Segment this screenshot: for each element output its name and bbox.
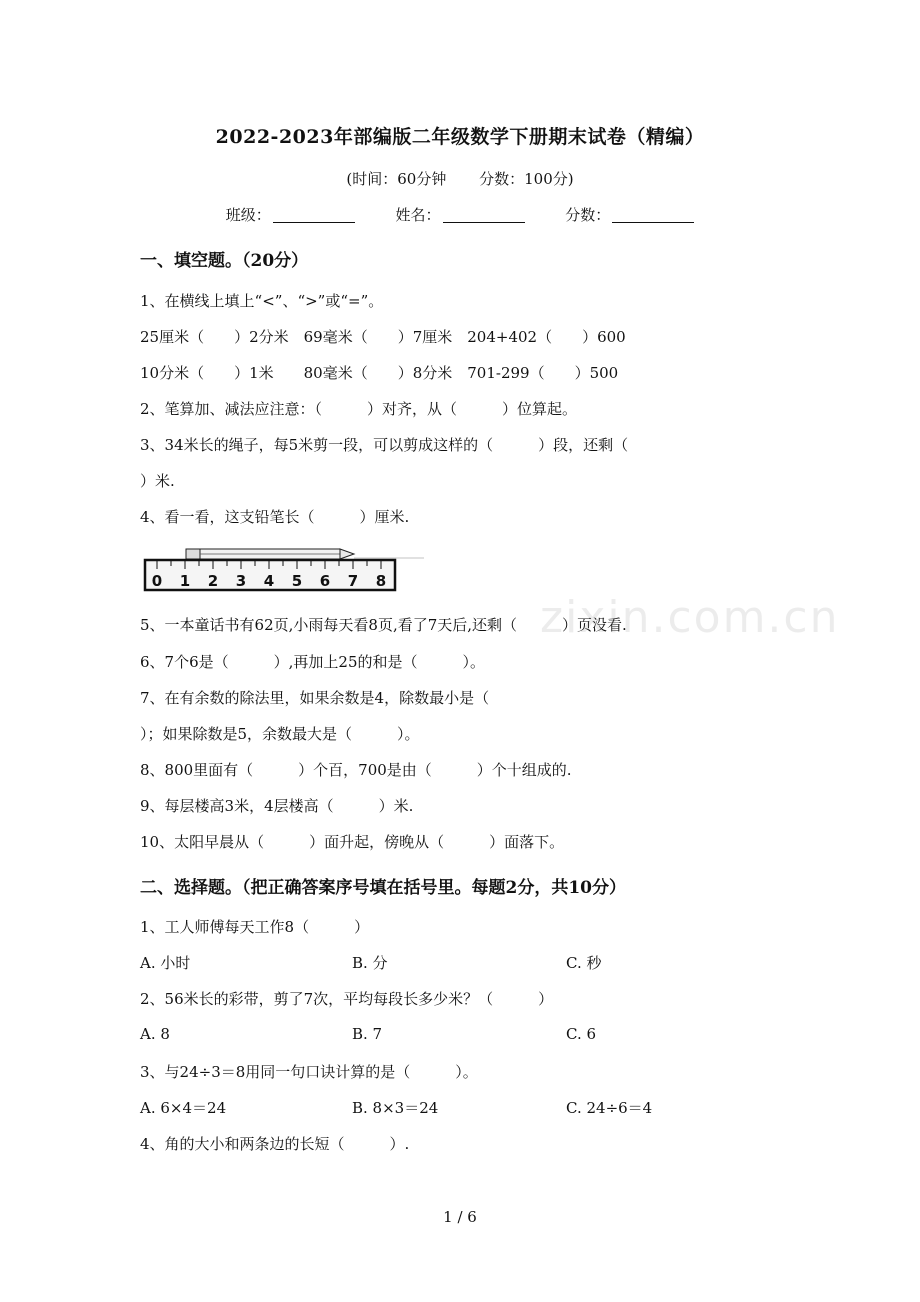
choice-question: 1、工人师傅每天工作8（ ） xyxy=(140,918,370,936)
score-blank[interactable] xyxy=(612,207,694,223)
question-line: 10、太阳早晨从（ ）面升起，傍晚从（ ）面落下。 xyxy=(140,833,565,851)
question-line: 2、笔算加、减法应注意：（ ）对齐，从（ ）位算起。 xyxy=(140,400,578,418)
exam-subtitle xyxy=(0,168,920,189)
student-info-row xyxy=(0,204,920,225)
question-line: 8、800里面有（ ）个百，700是由（ ）个十组成的. xyxy=(140,761,572,779)
ruler-label: 1 xyxy=(179,572,191,590)
option-b[interactable]: B. 8×3＝24 xyxy=(352,1099,439,1117)
class-field: 班级： xyxy=(226,204,355,225)
score-info: 分数：100分) xyxy=(479,170,574,188)
score-field: 分数： xyxy=(565,204,694,225)
ruler-label: 3 xyxy=(235,572,247,590)
question-line: 9、每层楼高3米，4层楼高（ ）米. xyxy=(140,797,414,815)
choice-question: 4、角的大小和两条边的长短（ ）. xyxy=(140,1135,410,1153)
choice-question: 2、56米长的彩带，剪了7次，平均每段长多少米？（ ） xyxy=(140,990,554,1008)
ruler-label: 8 xyxy=(375,572,387,590)
question-line: 4、看一看，这支铅笔长（ ）厘米. xyxy=(140,508,410,526)
section1-heading: 一、填空题。（20分） xyxy=(140,251,309,271)
watermark: zixin.com.cn xyxy=(540,592,840,643)
option-a[interactable]: A. 6×4＝24 xyxy=(140,1099,227,1117)
question-line: 5、一本童话书有62页,小雨每天看8页,看了7天后,还剩（ ）页没看. xyxy=(140,616,627,634)
name-blank[interactable] xyxy=(443,207,525,223)
ruler-label: 7 xyxy=(347,572,359,590)
question-line: 1、在横线上填上“<”、“>”或“=”。 xyxy=(140,292,384,310)
option-b[interactable]: B. 7 xyxy=(352,1025,383,1043)
pencil-ruler-svg xyxy=(140,546,430,592)
ruler-label: 2 xyxy=(207,572,219,590)
option-a[interactable]: A. 小时 xyxy=(140,954,191,972)
question-line: ）；如果除数是5，余数最大是（ ）。 xyxy=(140,725,420,743)
class-blank[interactable] xyxy=(273,207,355,223)
option-c[interactable]: C. 24÷6＝4 xyxy=(566,1099,653,1117)
question-line: 10分米（ ）1米 80毫米（ ）8分米 701-299（ ）500 xyxy=(140,364,619,382)
pencil-icon xyxy=(186,549,354,559)
page-number: 1 / 6 xyxy=(443,1208,477,1226)
time-info: (时间：60分钟 xyxy=(346,170,447,188)
option-b[interactable]: B. 分 xyxy=(352,954,388,972)
question-line: 25厘米（ ）2分米 69毫米（ ）7厘米 204+402（ ）600 xyxy=(140,328,626,346)
ruler-label: 0 xyxy=(151,572,163,590)
question-line: 3、34米长的绳子，每5米剪一段，可以剪成这样的（ ）段，还剩（ xyxy=(140,436,629,454)
choice-question: 3、与24÷3＝8用同一句口诀计算的是（ ）。 xyxy=(140,1063,478,1081)
ruler-label: 6 xyxy=(319,572,331,590)
question-line: ）米. xyxy=(140,472,175,490)
question-line: 7、在有余数的除法里，如果余数是4，除数最小是（ xyxy=(140,689,490,707)
name-field: 姓名： xyxy=(395,204,524,225)
page-title: 2022-2023年部编版二年级数学下册期末试卷（精编） xyxy=(215,126,705,148)
ruler-labels xyxy=(152,572,386,590)
section2-heading: 二、选择题。（把正确答案序号填在括号里。每题2分，共10分） xyxy=(140,878,626,898)
question-line: 6、7个6是（ ）,再加上25的和是（ ）。 xyxy=(140,653,485,671)
option-a[interactable]: A. 8 xyxy=(140,1025,170,1043)
ruler-label: 4 xyxy=(263,572,275,590)
pencil-ruler-figure xyxy=(140,546,430,592)
option-c[interactable]: C. 6 xyxy=(566,1025,597,1043)
option-c[interactable]: C. 秒 xyxy=(566,954,602,972)
ruler-label: 5 xyxy=(291,572,303,590)
